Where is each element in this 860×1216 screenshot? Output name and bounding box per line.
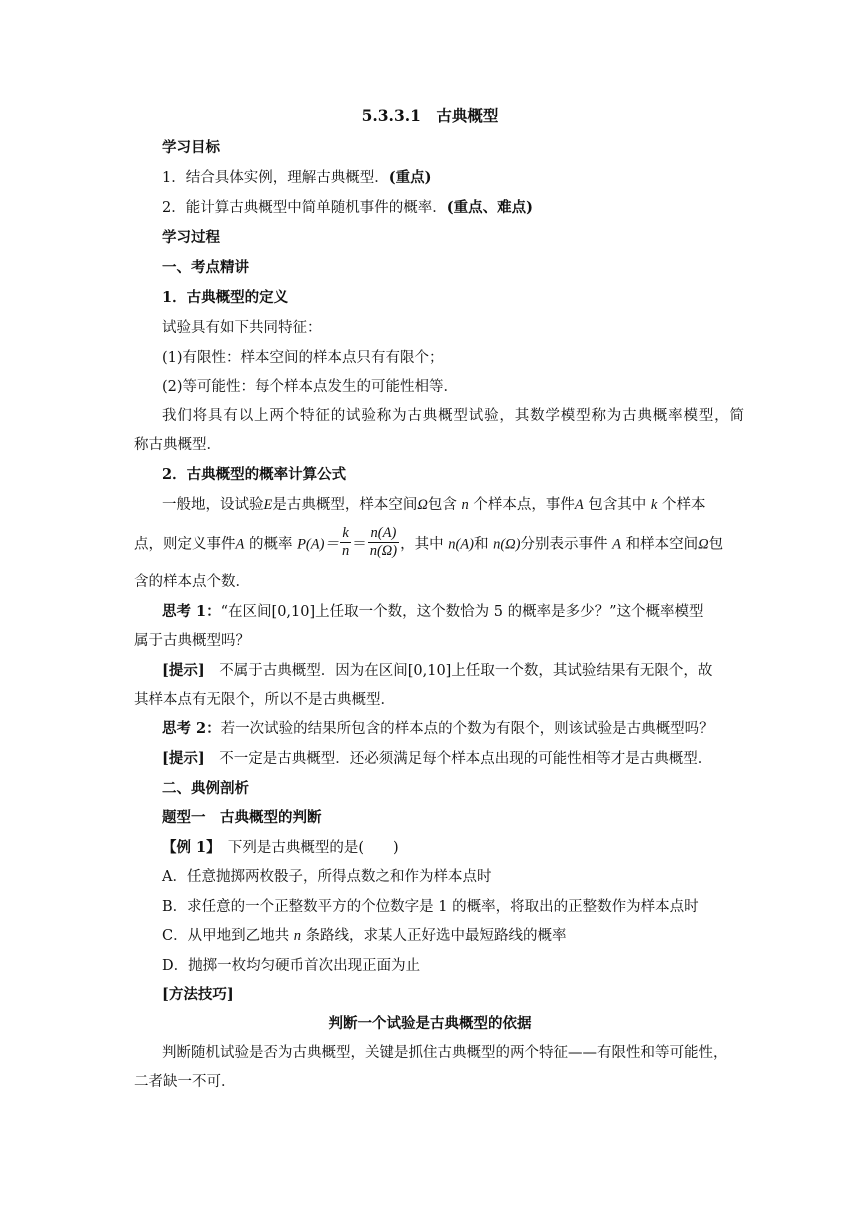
text-fragment: 包含其中 — [588, 497, 647, 513]
text-fragment: 个样本点，事件 — [473, 497, 575, 513]
definition-item-2: (2)等可能性：每个样本点发生的可能性相等． — [162, 379, 459, 395]
goals-heading: 学习目标 — [162, 139, 220, 156]
fraction-denominator: n(Ω) — [369, 543, 398, 559]
equals-sign: ＝ — [352, 536, 367, 553]
goal-1-text: 1．结合具体实例，理解古典概型． — [162, 170, 389, 186]
definition-item-1: (1)有限性：样本空间的样本点只有有限个； — [162, 350, 444, 366]
text-fragment: 的概率 — [248, 536, 293, 553]
goal-2-text: 2．能计算古典概型中简单随机事件的概率． — [162, 200, 447, 216]
hint-1-line-2: 其样本点有无限个，所以不是古典概型． — [134, 692, 395, 708]
fraction-numerator: k — [340, 525, 351, 543]
hint-2-text: 不一定是古典概型．还必须满足每个样本点出现的可能性相等才是古典概型． — [219, 751, 713, 767]
math-var: A — [235, 536, 245, 553]
math-var: E — [263, 497, 273, 513]
text-fragment: 个样本 — [661, 497, 706, 513]
hint-1-text: 不属于古典概型．因为在区间[0,10]上任取一个数，其试验结果有无限个，故 — [219, 663, 713, 679]
text-fragment: 点，则定义事件 — [134, 536, 236, 553]
type-1-heading: 题型一 古典概型的判断 — [162, 809, 322, 826]
math-var: n — [293, 928, 301, 944]
fraction-numerator: n(A) — [368, 525, 399, 543]
definition-heading: 1．古典概型的定义 — [162, 289, 289, 306]
method-line-1: 判断随机试验是否为古典概型，关键是抓住古典概型的两个特征——有限性和等可能性， — [162, 1045, 728, 1061]
formula-heading: 2．古典概型的概率计算公式 — [162, 466, 347, 483]
section-2-heading: 二、典例剖析 — [162, 780, 249, 797]
hint-2-label: [提示] — [162, 750, 205, 767]
text-fragment: ，其中 — [400, 536, 444, 553]
think-2 — [162, 719, 714, 739]
math-var: Ω — [698, 536, 709, 553]
text-fragment: 包 — [708, 536, 724, 553]
think-1-label: 思考 1： — [162, 603, 221, 620]
text-fragment: 和 — [473, 536, 489, 553]
goal-1-tag: (重点) — [388, 169, 432, 186]
math-var: k — [650, 497, 658, 513]
text-fragment: 包含 — [427, 497, 457, 513]
option-c — [162, 926, 567, 946]
hint-2 — [162, 749, 712, 769]
definition-paragraph-line-1: 我们将具有以上两个特征的试验称为古典概型试验，其数学模型称为古典概率模型，简 — [162, 408, 744, 424]
method-heading: [方法技巧] — [162, 986, 234, 1003]
text-fragment: 是古典概型，样本空间 — [272, 497, 418, 513]
hint-1-line-1 — [162, 661, 712, 681]
math-var: n — [461, 497, 469, 513]
option-a: A．任意抛掷两枚骰子，所得点数之和作为样本点时 — [162, 869, 492, 885]
text-fragment: 一般地，设试验 — [162, 497, 264, 513]
math-expression: n(Ω) — [493, 536, 521, 553]
method-line-2: 二者缺一不可． — [134, 1074, 236, 1090]
text-fragment: C．从甲地到乙地共 — [162, 928, 290, 944]
goal-2 — [162, 198, 533, 218]
math-var: A — [612, 536, 621, 553]
goal-1 — [162, 168, 431, 188]
formula-line-1 — [162, 495, 705, 515]
example-1-text: 下列是古典概型的是( ) — [227, 840, 399, 856]
math-var: A — [574, 497, 584, 513]
text-fragment: 条路线，求某人正好选中最短路线的概率 — [305, 928, 567, 944]
method-subheading: 判断一个试验是古典概型的依据 — [328, 1015, 532, 1032]
think-2-label: 思考 2： — [162, 720, 221, 737]
section-1-heading: 一、考点精讲 — [162, 259, 249, 276]
formula-line-3: 含的样本点个数． — [134, 574, 250, 590]
think-1-text: “在区间[0,10]上任取一个数，这个数恰为 5 的概率是多少？”这个概率模型 — [220, 604, 704, 620]
formula-line-2 — [134, 527, 723, 562]
fraction-nA-over-nOmega — [368, 525, 399, 560]
math-expression: P(A)＝ — [297, 536, 339, 553]
example-1 — [162, 838, 399, 858]
definition-intro: 试验具有如下共同特征： — [162, 320, 322, 336]
option-d: D．抛掷一枚均匀硬币首次出现正面为止 — [162, 958, 421, 974]
page-title: 5.3.3.1 古典概型 — [361, 106, 499, 125]
option-b: B．求任意的一个正整数平方的个位数字是 1 的概率，将取出的正整数作为样本点时 — [162, 899, 699, 915]
text-fragment: 分别表示事件 — [520, 536, 608, 553]
process-heading: 学习过程 — [162, 229, 220, 246]
math-expression: n(A) — [448, 536, 474, 553]
example-1-label: 【例 1】 — [162, 839, 214, 856]
definition-paragraph-line-2: 称古典概型． — [134, 437, 221, 453]
think-2-text: 若一次试验的结果所包含的样本点的个数为有限个，则该试验是古典概型吗？ — [220, 721, 714, 737]
fraction-denominator: n — [341, 543, 350, 559]
text-fragment: 和样本空间 — [625, 536, 699, 553]
math-var: Ω — [417, 497, 428, 513]
hint-1-label: [提示] — [162, 662, 205, 679]
goal-2-tag: (重点、难点) — [446, 199, 533, 216]
fraction-k-over-n — [340, 525, 351, 560]
think-1-line-2: 属于古典概型吗？ — [134, 633, 250, 649]
think-1-line-1 — [162, 602, 704, 622]
